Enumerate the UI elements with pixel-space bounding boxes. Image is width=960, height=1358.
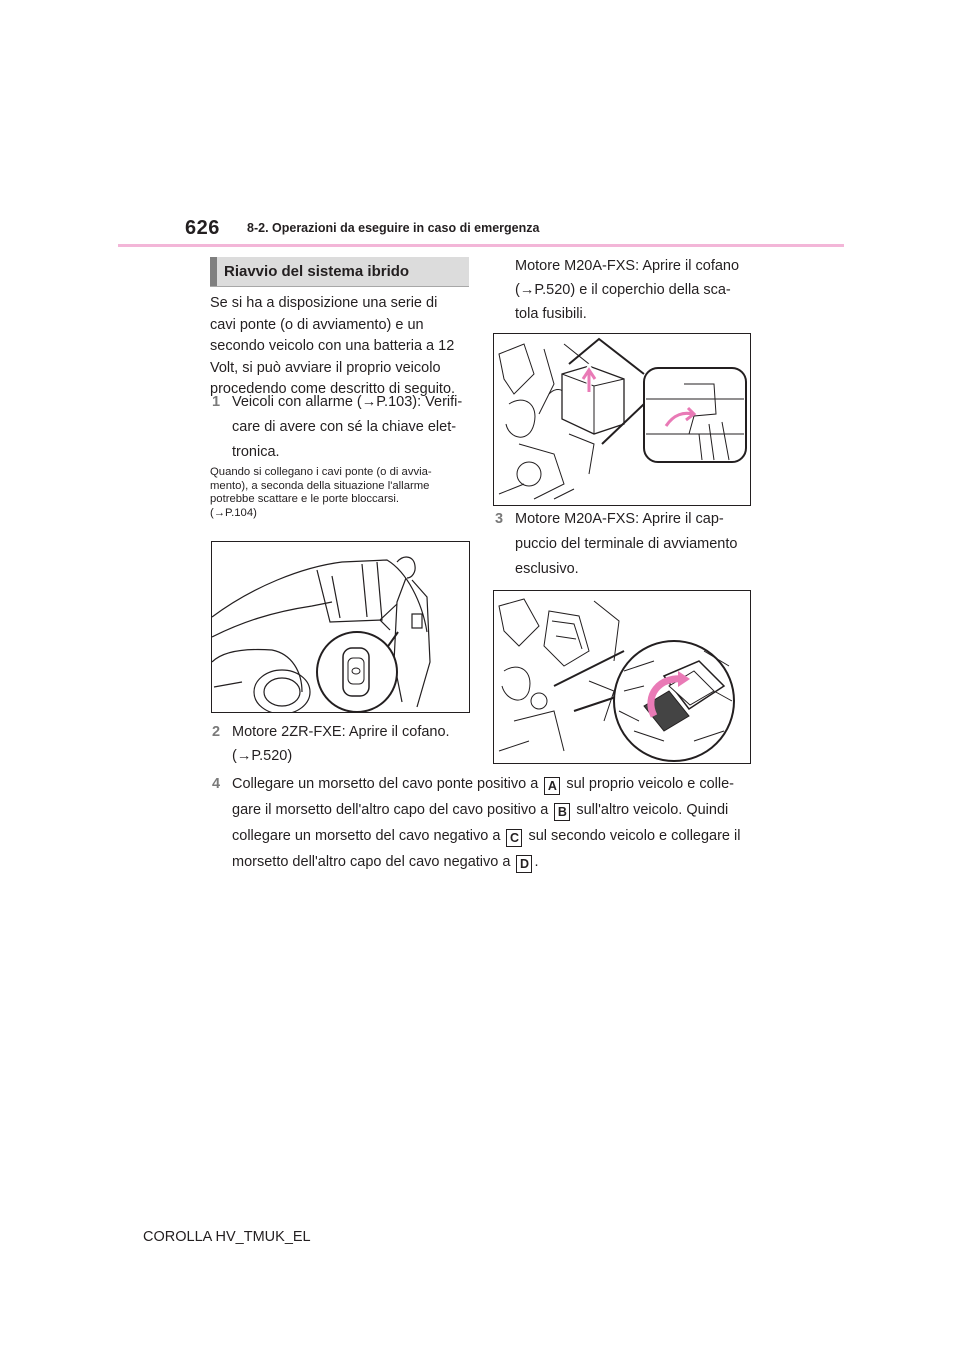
terminal-label-c: C bbox=[506, 829, 522, 847]
terminal-label-d: D bbox=[516, 855, 532, 873]
right-line: tola fusibili. bbox=[515, 306, 587, 322]
subheading-bar bbox=[210, 257, 217, 286]
step-4-line bbox=[232, 797, 772, 823]
note-line: mento), a seconda della situazione l'allarme bbox=[210, 479, 430, 492]
note-line: Quando si collegano i cavi ponte (o di avvia- bbox=[210, 466, 432, 478]
step-4-line bbox=[232, 823, 772, 849]
subheading-box bbox=[210, 257, 469, 287]
step-2-line: (→P.520) bbox=[232, 748, 293, 764]
step-2-line: Motore 2ZR-FXE: Aprire il cofano. bbox=[232, 724, 450, 740]
step-1-line: tronica. bbox=[232, 444, 280, 460]
page-number: 626 bbox=[185, 217, 220, 239]
step-1-line: Veicoli con allarme (→P.103): Verifi- bbox=[232, 394, 463, 410]
terminal-cap-illustration bbox=[493, 590, 751, 764]
note-line: potrebbe scattare e le porte bloccarsi. bbox=[210, 493, 400, 505]
step-3-line: puccio del terminale di avviamento bbox=[515, 536, 738, 552]
step-4-line bbox=[232, 771, 772, 797]
step-4-text: sul secondo veicolo e collegare il bbox=[528, 828, 741, 844]
step-4-text: sull'altro veicolo. Quindi bbox=[576, 802, 729, 818]
alarm-note bbox=[210, 466, 478, 520]
right-line: (→P.520) e il coperchio della sca- bbox=[515, 282, 731, 298]
step-4-text: Collegare un morsetto del cavo ponte positivo a bbox=[232, 776, 539, 792]
intro-line: secondo veicolo con una batteria a 12 bbox=[210, 338, 455, 354]
intro-line: cavi ponte (o di avviamento) e un bbox=[210, 316, 424, 333]
car-key-drawing bbox=[212, 542, 469, 712]
intro-line: Se si ha a disposizione una serie di bbox=[210, 295, 438, 311]
step-4-line bbox=[232, 849, 772, 875]
terminal-label-a: A bbox=[544, 777, 560, 795]
subheading: Riavvio del sistema ibrido bbox=[224, 263, 410, 280]
step-4-text: sul proprio veicolo e colle- bbox=[566, 776, 734, 792]
step-4 bbox=[212, 771, 772, 875]
footer-model-code: COROLLA HV_TMUK_EL bbox=[143, 1229, 311, 1245]
note-line: (→P.104) bbox=[210, 506, 257, 519]
fusebox-drawing bbox=[494, 334, 750, 505]
step-3 bbox=[495, 507, 765, 582]
header-rule bbox=[118, 244, 844, 247]
step-1 bbox=[212, 390, 480, 465]
step-4-number: 4 bbox=[212, 776, 221, 792]
step-4-text: collegare un morsetto del cavo negativo a bbox=[232, 828, 501, 844]
terminal-cap-drawing bbox=[494, 591, 750, 763]
step-3-number: 3 bbox=[495, 511, 504, 527]
section-title: 8-2. Operazioni da eseguire in caso di emergenza bbox=[247, 221, 540, 235]
intro-paragraph bbox=[210, 293, 480, 401]
intro-line: procedendo come descritto di seguito. bbox=[210, 381, 456, 397]
fusebox-illustration bbox=[493, 333, 751, 506]
step-2 bbox=[212, 720, 480, 768]
step-4-text: . bbox=[534, 854, 539, 870]
right-line: Motore M20A-FXS: Aprire il cofano bbox=[515, 258, 740, 274]
car-key-illustration bbox=[211, 541, 470, 713]
m20a-hood-text bbox=[515, 254, 765, 326]
step-3-line: esclusivo. bbox=[515, 561, 579, 577]
terminal-label-b: B bbox=[554, 803, 570, 821]
step-4-text: morsetto dell'altro capo del cavo negativo a bbox=[232, 854, 511, 870]
step-2-number: 2 bbox=[212, 724, 221, 740]
intro-line: Volt, si può avviare il proprio veicolo bbox=[210, 359, 441, 376]
step-4-text: gare il morsetto dell'altro capo del cavo positivo a bbox=[232, 802, 549, 818]
step-1-number: 1 bbox=[212, 394, 221, 410]
step-1-line: care di avere con sé la chiave elet- bbox=[232, 419, 457, 435]
step-3-line: Motore M20A-FXS: Aprire il cap- bbox=[515, 511, 724, 527]
